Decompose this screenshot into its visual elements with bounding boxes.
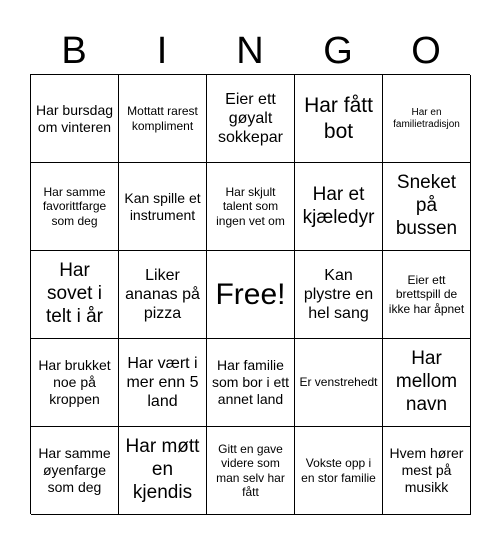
bingo-grid (30, 74, 470, 514)
bingo-cell[interactable] (207, 163, 295, 251)
cell-text: Har vært i mer enn 5 land (126, 354, 199, 411)
cell-text: Gitt en gave videre som man selv har fått (216, 441, 285, 499)
cell-text: Kan plystre en hel sang (303, 266, 374, 323)
cell-text: Vokste opp i en stor familie (301, 456, 376, 485)
header-letter-o: O (411, 30, 441, 72)
cell-text: Har skjult talent som ingen vet om (216, 184, 285, 228)
bingo-cell[interactable] (295, 163, 383, 251)
cell-text: Har mellom navn (395, 348, 458, 415)
cell-text: Sneket på bussen (395, 172, 458, 239)
cell-text: Kan spille et instrument (124, 189, 201, 223)
bingo-cell[interactable] (119, 427, 207, 515)
bingo-cell[interactable] (31, 339, 119, 427)
cell-text: Har sovet i telt i år (45, 260, 104, 327)
bingo-cell[interactable] (383, 339, 471, 427)
bingo-cell[interactable] (207, 75, 295, 163)
bingo-cell[interactable] (383, 163, 471, 251)
bingo-cell[interactable] (119, 251, 207, 339)
cell-text: Liker ananas på pizza (125, 266, 200, 323)
bingo-cell[interactable] (207, 339, 295, 427)
bingo-cell[interactable] (31, 75, 119, 163)
bingo-cell[interactable] (119, 75, 207, 163)
header-letter-n: N (236, 30, 264, 72)
cell-text: Har familie som bor i ett annet land (211, 357, 290, 407)
cell-text: Har fått bot (304, 94, 373, 143)
cell-text: Har bursdag om vinteren (35, 101, 114, 135)
cell-text: Har samme øyenfarge som deg (38, 445, 111, 495)
bingo-cell[interactable] (383, 251, 471, 339)
cell-text: Har møtt en kjendis (125, 436, 200, 503)
cell-text: Mottatt rarest kompliment (127, 104, 198, 133)
bingo-cell[interactable] (31, 251, 119, 339)
bingo-cell[interactable] (295, 339, 383, 427)
bingo-cell[interactable] (119, 163, 207, 251)
cell-text: Er venstrehedt (299, 375, 378, 390)
bingo-cell[interactable] (295, 75, 383, 163)
free-space-cell[interactable] (207, 251, 295, 339)
header-letter-b: B (61, 30, 87, 72)
cell-text: Eier ett brettspill de ikke har åpnet (388, 272, 465, 316)
bingo-cell[interactable] (119, 339, 207, 427)
bingo-cell[interactable] (207, 427, 295, 515)
bingo-cell[interactable] (383, 427, 471, 515)
bingo-cell[interactable] (31, 163, 119, 251)
free-space-text: Free! (215, 277, 286, 311)
cell-text: Eier ett gøyalt sokkepar (218, 90, 283, 147)
cell-text: Har en familietradisjon (393, 106, 460, 130)
bingo-cell[interactable] (295, 427, 383, 515)
header-letter-i: I (156, 30, 168, 72)
bingo-cell[interactable] (31, 427, 119, 515)
header-letter-g: G (323, 30, 353, 72)
cell-text: Har samme favorittfarge som deg (42, 184, 107, 228)
bingo-cell[interactable] (295, 251, 383, 339)
bingo-header (30, 28, 470, 74)
cell-text: Hvem hører mest på musikk (389, 445, 464, 495)
bingo-cell[interactable] (383, 75, 471, 163)
cell-text: Har brukket noe på kroppen (38, 357, 111, 407)
cell-text: Har et kjæledyr (302, 183, 375, 228)
